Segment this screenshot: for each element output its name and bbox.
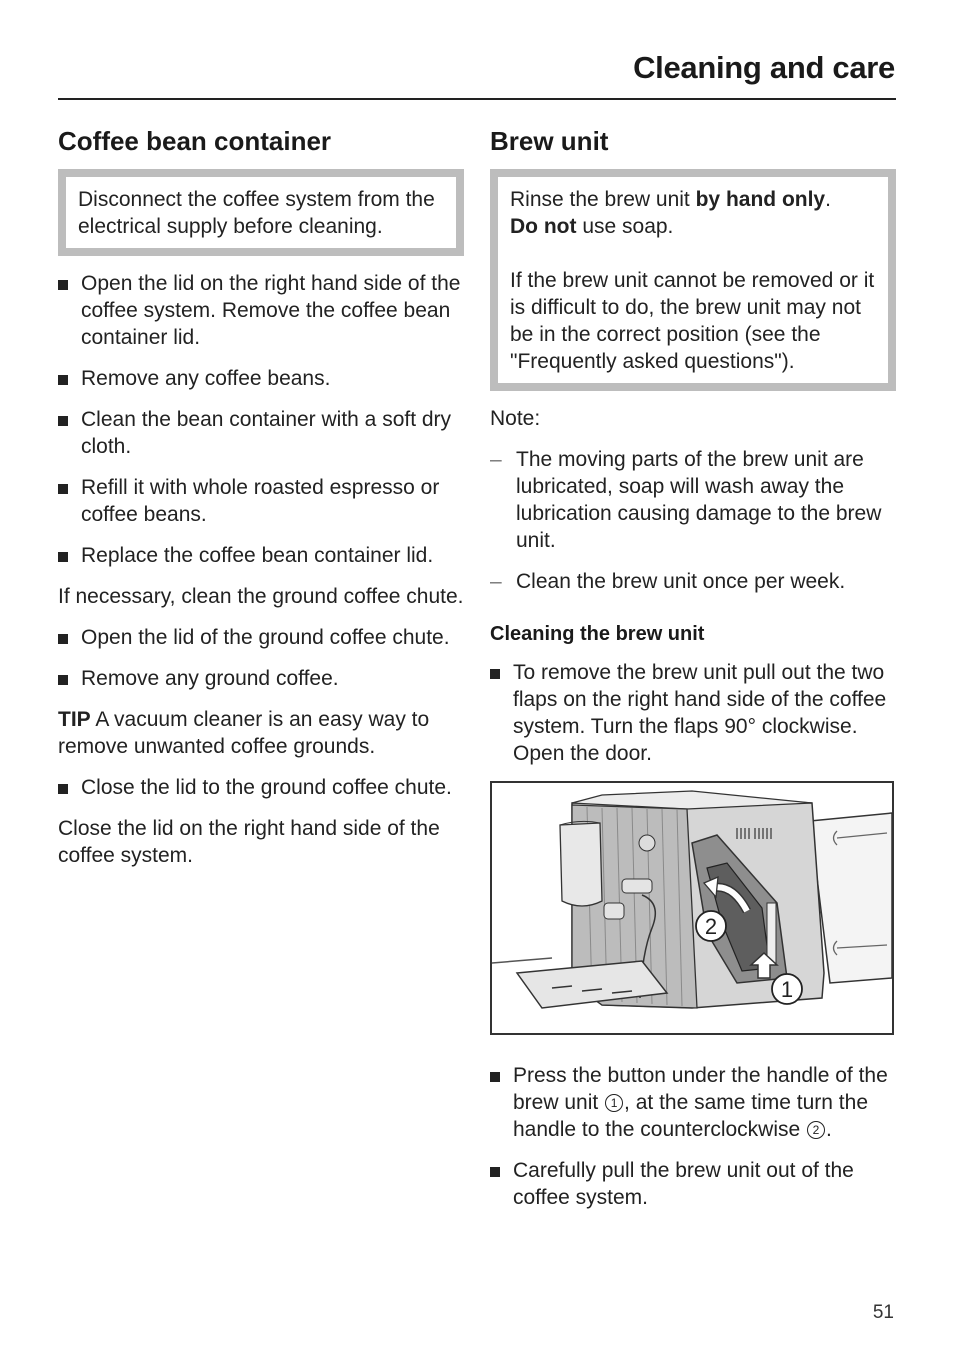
right-column [490, 124, 896, 1225]
warning-box [58, 169, 464, 256]
list-item: Refill it with whole roasted espresso or coffee beans. [58, 474, 464, 528]
subheading-cleaning-brew-unit: Cleaning the brew unit [490, 623, 705, 645]
brew-unit-illustration [490, 781, 894, 1035]
list-item: Clean the bean container with a soft dry cloth. [58, 406, 464, 460]
circled-number-1: 1 [605, 1094, 623, 1112]
warning-text-rinse [510, 186, 876, 240]
warning-text: Disconnect the coffee system from the electrical supply before cleaning. [78, 188, 435, 238]
page-title: Cleaning and care [633, 50, 895, 85]
page-number: 51 [872, 1302, 894, 1323]
step-text: , at the same time turn the handle to the counterclockwise [513, 1091, 868, 1141]
list-item: Remove any ground coffee. [58, 665, 464, 692]
warn-emphasis: by hand only [695, 188, 826, 211]
warn-text: . [825, 188, 831, 211]
steps-list-1 [58, 270, 464, 569]
list-item: Replace the coffee bean container lid. [58, 542, 464, 569]
steps-list-2 [58, 624, 464, 692]
steps-list-brew-b [490, 1062, 896, 1211]
list-item: Close the lid to the ground coffee chute. [58, 774, 464, 801]
warning-text-removal: If the brew unit cannot be removed or it is difficult to do, the brew unit may not be in the correct position (see the "Frequently asked questions"). [510, 269, 875, 373]
section-heading-coffee-bean-container: Coffee bean container [58, 126, 332, 156]
step-text: Press the button under the handle of the brew unit [513, 1064, 888, 1114]
callout-2: 2 [704, 914, 718, 939]
list-item: To remove the brew unit pull out the two flaps on the right hand side of the coffee system. Turn the flaps 90° clockwise. Open the door. [490, 659, 896, 767]
list-item: – Clean the brew unit once per week. [490, 568, 896, 595]
tip-label: TIP [58, 708, 91, 731]
circled-number-2: 2 [807, 1121, 825, 1139]
warn-emphasis: Do not [510, 215, 577, 238]
step-text: . [826, 1118, 832, 1141]
section-heading-brew-unit: Brew unit [490, 126, 609, 156]
notes-list [490, 446, 896, 595]
list-item: Carefully pull the brew unit out of the coffee system. [490, 1157, 896, 1211]
note-label: Note: [490, 407, 541, 430]
paragraph-close-lid: Close the lid on the right hand side of the coffee system. [58, 817, 440, 867]
callout-1: 1 [780, 977, 794, 1002]
tip-text: A vacuum cleaner is an easy way to remove unwanted coffee grounds. [58, 708, 430, 758]
warn-text: use soap. [576, 215, 674, 238]
warn-text: Rinse the brew unit [510, 188, 696, 211]
list-item: – The moving parts of the brew unit are lubricated, soap will wash away the lubrication causing damage to the brew unit. [490, 446, 896, 554]
list-item: Open the lid of the ground coffee chute. [58, 624, 464, 651]
list-item: Open the lid on the right hand side of the coffee system. Remove the coffee bean container lid. [58, 270, 464, 351]
paragraph-ground-coffee: If necessary, clean the ground coffee chute. [58, 585, 464, 608]
coffee-machine-drawing [492, 783, 892, 1033]
list-item: Remove any coffee beans. [58, 365, 464, 392]
left-column [58, 124, 464, 883]
tip-paragraph [58, 706, 464, 760]
steps-list-3 [58, 774, 464, 801]
title-rule [58, 98, 896, 100]
warning-box [490, 169, 896, 391]
steps-list-brew-a [490, 659, 896, 767]
list-item [490, 1062, 896, 1143]
